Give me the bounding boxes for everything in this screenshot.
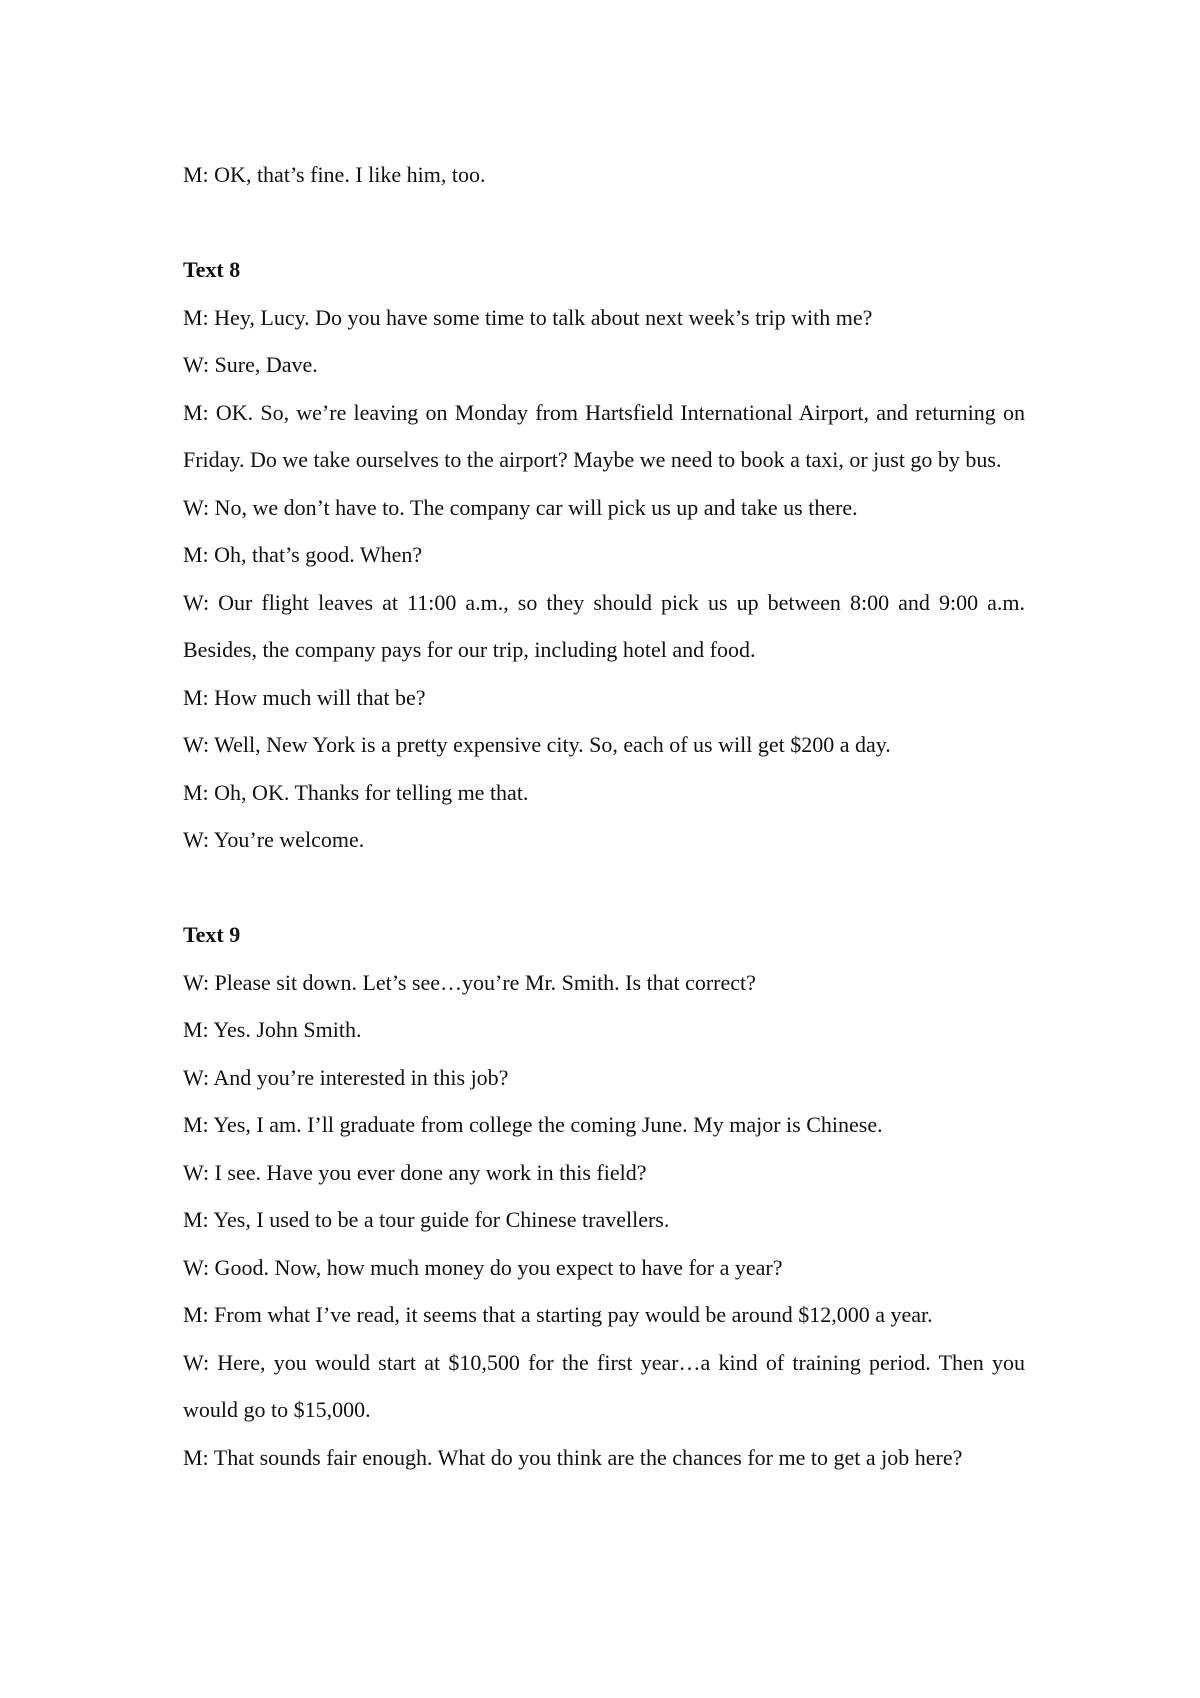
dialogue-line: W: Please sit down. Let’s see…you’re Mr. Smith. Is that correct? [183,969,756,995]
dialogue-line: M: From what I’ve read, it seems that a starting pay would be around $12,000 a year. [183,1302,933,1327]
dialogue-line: M: Yes. John Smith. [183,1017,362,1042]
section-gap [183,199,1025,247]
dialogue-line: M: How much will that be? [183,684,426,710]
dialogue-line: M: Hey, Lucy. Do you have some time to talk about next week’s trip with me? [183,304,873,330]
dialogue-line: W: I see. Have you ever done any work in this field? [183,1159,647,1185]
dialogue-line: M: OK. So, we’re leaving on Monday from Hartsfield International Airport, and returning on Friday. Do we take ourselves to the airport? Maybe we need to book a taxi, or just go by bus. [183,399,1025,472]
section-gap [183,864,1025,912]
dialogue-line: W: And you’re interested in this job? [183,1064,509,1090]
text9-heading: Text 9 [183,922,241,947]
dialogue-line: W: Our flight leaves at 11:00 a.m., so they should pick us up between 8:00 and 9:00 a.m. Besides, the company pays for our trip, including hotel and food. [183,589,1025,662]
dialogue-line: M: Oh, OK. Thanks for telling me that. [183,779,529,805]
text9-section [183,911,1025,1481]
dialogue-line: W: You’re welcome. [183,827,365,852]
dialogue-line: W: Here, you would start at $10,500 for the first year…a kind of training period. Then you would go to $15,000. [183,1349,1025,1422]
intro-line: M: OK, that’s fine. I like him, too. [183,162,486,187]
dialogue-line: W: Good. Now, how much money do you expect to have for a year? [183,1254,783,1280]
dialogue-line: M: That sounds fair enough. What do you think are the chances for me to get a job here? [183,1444,963,1470]
dialogue-line: W: Well, New York is a pretty expensive city. So, each of us will get $200 a day. [183,732,891,757]
dialogue-line: M: Yes, I used to be a tour guide for Chinese travellers. [183,1207,670,1232]
dialogue-line: M: Oh, that’s good. When? [183,542,423,567]
text8-heading: Text 8 [183,257,241,282]
dialogue-line: W: No, we don’t have to. The company car will pick us up and take us there. [183,494,858,520]
text8-section [183,246,1025,864]
dialogue-line: W: Sure, Dave. [183,352,318,377]
dialogue-line: M: Yes, I am. I’ll graduate from college the coming June. My major is Chinese. [183,1112,883,1137]
